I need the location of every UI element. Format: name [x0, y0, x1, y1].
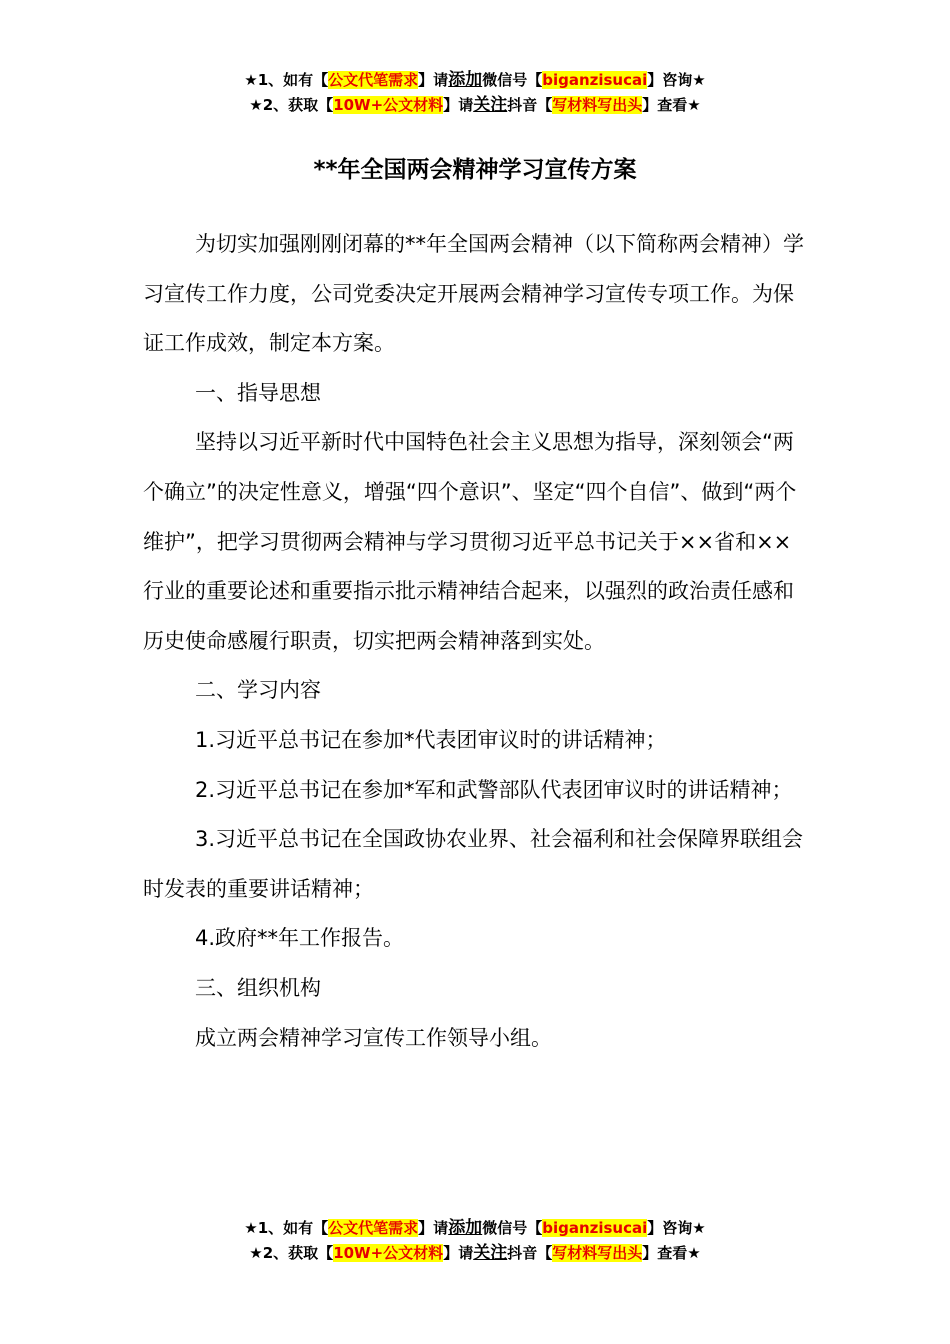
banner-text: ★2、获取【 — [249, 96, 334, 114]
banner-text: ★2、获取【 — [249, 1244, 334, 1262]
list-item: 4.政府**年工作报告。 — [195, 926, 405, 951]
banner-emphasis: 关注 — [473, 95, 508, 115]
banner-highlight: 写材料写出头 — [552, 1244, 643, 1262]
banner-line-2 — [0, 1241, 950, 1266]
list-item: 1.习近平总书记在参加*代表团审议时的讲话精神； — [195, 727, 667, 752]
banner-highlight: 10W+公文材料 — [333, 1244, 444, 1262]
banner-text: 】请 — [418, 71, 449, 89]
banner-highlight: 写材料写出头 — [552, 96, 643, 114]
header-banner — [0, 68, 950, 118]
banner-emphasis: 添加 — [448, 70, 483, 90]
banner-emphasis: 添加 — [448, 1218, 483, 1238]
banner-text: 】请 — [443, 96, 474, 114]
banner-line-1 — [0, 68, 950, 93]
banner-text: 抖音【 — [507, 1244, 553, 1262]
banner-text: ★1、如有【 — [244, 71, 329, 89]
heading-guiding-thought: 一、指导思想 — [195, 380, 321, 405]
banner-line-1 — [0, 1216, 950, 1241]
banner-text: 】查看★ — [642, 1244, 701, 1262]
banner-text: 】请 — [418, 1219, 449, 1237]
document-body — [143, 220, 807, 1063]
paragraph-intro: 为切实加强刚刚闭幕的**年全国两会精神（以下简称两会精神）学习宣传工作力度，公司党委决定开展两会精神学习宣传专项工作。为保证工作成效，制定本方案。 — [143, 232, 804, 356]
banner-text: 】请 — [443, 1244, 474, 1262]
banner-highlight: biganzisucai — [542, 1219, 648, 1237]
banner-text: 微信号【 — [482, 1219, 543, 1237]
banner-text: 】咨询★ — [647, 71, 706, 89]
banner-emphasis: 关注 — [473, 1243, 508, 1263]
banner-line-2 — [0, 93, 950, 118]
heading-study-content: 二、学习内容 — [195, 678, 321, 703]
banner-highlight: 公文代笔需求 — [328, 71, 419, 89]
banner-text: 抖音【 — [507, 96, 553, 114]
list-item: 3.习近平总书记在全国政协农业界、社会福利和社会保障界联组会时发表的重要讲话精神； — [143, 827, 804, 901]
paragraph-guiding-thought: 坚持以习近平新时代中国特色社会主义思想为指导，深刻领会“两个确立”的决定性意义，增强“四个意识”、坚定“四个自信”、做到“两个维护”，把学习贯彻两会精神与学习贯彻习近平总书记关于××省和××行业的重要论述和重要指示批示精神结合起来，以强烈的政治责任感和历史使命感履行职责，切实把两会精神落到实处。 — [143, 430, 797, 653]
document-title: **年全国两会精神学习宣传方案 — [313, 157, 637, 183]
banner-text: ★1、如有【 — [244, 1219, 329, 1237]
paragraph-organization: 成立两会精神学习宣传工作领导小组。 — [195, 1025, 552, 1050]
banner-highlight: 公文代笔需求 — [328, 1219, 419, 1237]
banner-text: 微信号【 — [482, 71, 543, 89]
list-item: 2.习近平总书记在参加*军和武警部队代表团审议时的讲话精神； — [195, 777, 793, 802]
banner-text: 】查看★ — [642, 96, 701, 114]
banner-highlight: biganzisucai — [542, 71, 648, 89]
heading-organization: 三、组织机构 — [195, 975, 321, 1000]
footer-banner — [0, 1216, 950, 1266]
banner-text: 】咨询★ — [647, 1219, 706, 1237]
banner-highlight: 10W+公文材料 — [333, 96, 444, 114]
